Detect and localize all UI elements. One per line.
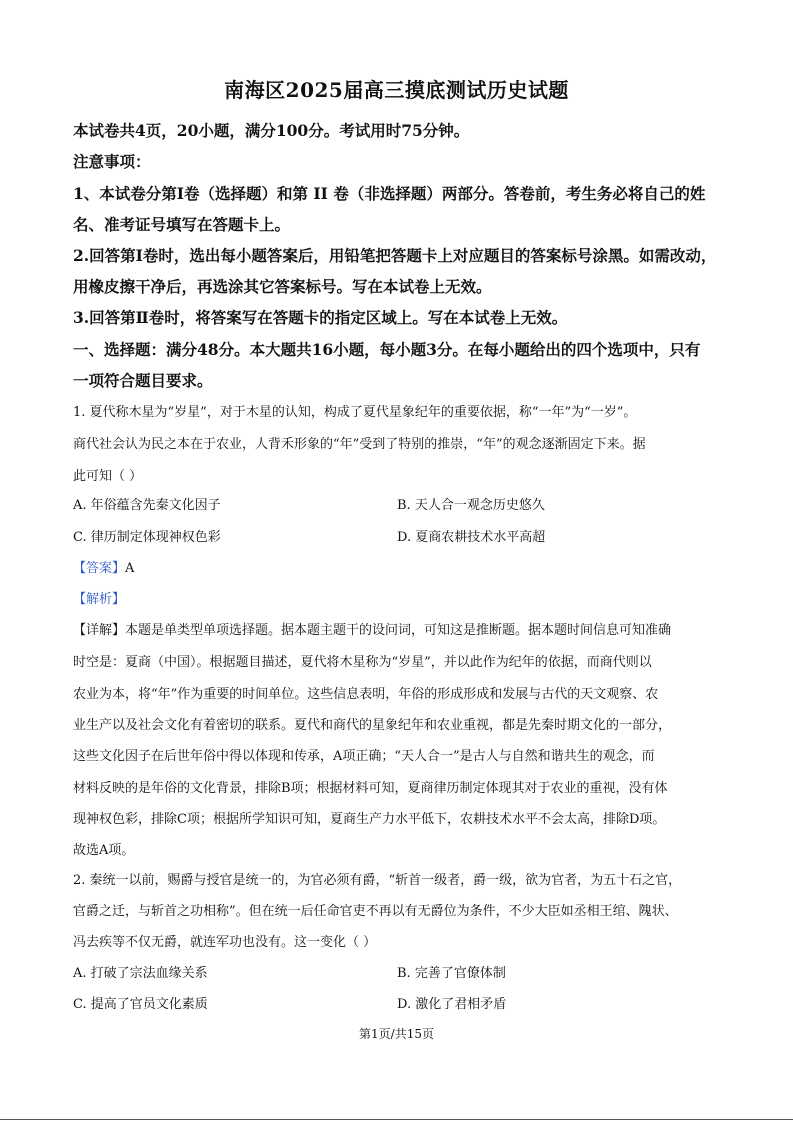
q1-option-b: B. 天人合一观念历史悠久 — [397, 498, 545, 513]
answer-value: A — [125, 561, 135, 576]
q1-option-d: D. 夏商农耕技术水平高超 — [397, 530, 546, 545]
page-title: 南海区2025届高三摸底测试历史试题 — [224, 78, 569, 102]
detail-line-6: 材料反映的是年俗的文化背景，排除B项；根据材料可知，夏商律历制定体现其对于农业的重视，没有体 — [73, 781, 668, 796]
notice-2-line-1: 2.回答第Ⅰ卷时，选出每小题答案后，用铅笔把答题卡上对应题目的答案标号涂黑。如需改动， — [73, 246, 717, 265]
notice-3-line: 3.回答第Ⅱ卷时，将答案写在答题卡的指定区域上。写在本试卷上无效。 — [73, 308, 568, 327]
q1-stem-line-2: 商代社会认为民之本在于农业，人背禾形象的“年”受到了特别的推崇，“年”的观念逐渐固定下来。据 — [73, 437, 646, 452]
page-number: 第1页/共15页 — [359, 1027, 434, 1041]
notice-1-line-2: 名、准考证号填写在答题卡上。 — [73, 215, 291, 234]
q2-option-c: C. 提高了官员文化素质 — [73, 997, 208, 1012]
detail-line-7: 现神权色彩，排除C项；根据所学知识可知，夏商生产力水平低下，农耕技术水平不会太高，排除D项。 — [73, 812, 666, 827]
detail-line-3: 农业为本，将“年”作为重要的时间单位。这些信息表明，年俗的形成形成和发展与古代的天文观察、农 — [73, 687, 659, 702]
analysis-label: 【解析】 — [73, 592, 126, 607]
detail-line-2: 时空是：夏商（中国）。根据题目描述，夏代将木星称为“岁星”，并以此作为纪年的依据，而商代则以 — [73, 655, 652, 670]
q2-option-b: B. 完善了官僚体制 — [397, 966, 506, 981]
q2-stem-line-3: 冯去疾等不仅无爵，就连军功也没有。这一变化（ ） — [73, 935, 377, 950]
notice-2-line-2: 用橡皮擦干净后，再选涂其它答案标号。写在本试卷上无效。 — [73, 277, 492, 296]
detail-line-5: 这些文化因子在后世年俗中得以体现和传承，A项正确；“天人合一”是古人与自然和谐共生的观念，而 — [73, 749, 655, 764]
q1-stem-line-1: 1. 夏代称木星为“岁星”，对于木星的认知，构成了夏代星象纪年的重要依据，称“一年”为“一岁”。 — [73, 405, 637, 420]
answer-line — [73, 557, 134, 576]
detail-line-8: 故选A项。 — [73, 843, 135, 858]
notice-1-line-1: 1、本试卷分第Ⅰ卷（选择题）和第 II 卷（非选择题）两部分。答卷前，考生务必将自己的姓 — [73, 184, 706, 203]
detail-line-4: 业生产以及社会文化有着密切的联系。夏代和商代的星象纪年和农业重视，都是先秦时期文化的一部分， — [73, 718, 672, 733]
q1-stem-line-3: 此可知（ ） — [73, 469, 143, 484]
q2-option-a: A. 打破了宗法血缘关系 — [73, 966, 208, 981]
notice-heading: 注意事项： — [73, 152, 151, 171]
q1-option-c: C. 律历制定体现神权色彩 — [73, 530, 221, 545]
q2-stem-line-2: 官爵之迁，与斩首之功相称”。但在统一后任命官吏不再以有无爵位为条件，不少大臣如丞相王绾、隗状、 — [73, 904, 678, 919]
q2-option-d: D. 激化了君相矛盾 — [397, 997, 507, 1012]
detail-line-1: 【详解】本题是单类型单项选择题。据本题主题干的设问词，可知这是推断题。据本题时间信息可知准确 — [73, 623, 672, 638]
q2-stem-line-1: 2. 秦统一以前，赐爵与授官是统一的，为官必须有爵，“斩首一级者，爵一级，欲为官者，为五十石之官， — [73, 873, 682, 888]
section-heading-line-1: 一、选择题：满分48分。本大题共16小题，每小题3分。在每小题给出的四个选项中，只有 — [73, 340, 701, 359]
section-heading-line-2: 一项符合题目要求。 — [73, 371, 213, 390]
q1-option-a: A. 年俗蕴含先秦文化因子 — [73, 498, 221, 513]
intro-line: 本试卷共4页，20小题，满分100分。考试用时75分钟。 — [73, 121, 470, 140]
answer-label: 【答案】 — [73, 561, 126, 576]
bottom-divider — [0, 1119, 793, 1120]
